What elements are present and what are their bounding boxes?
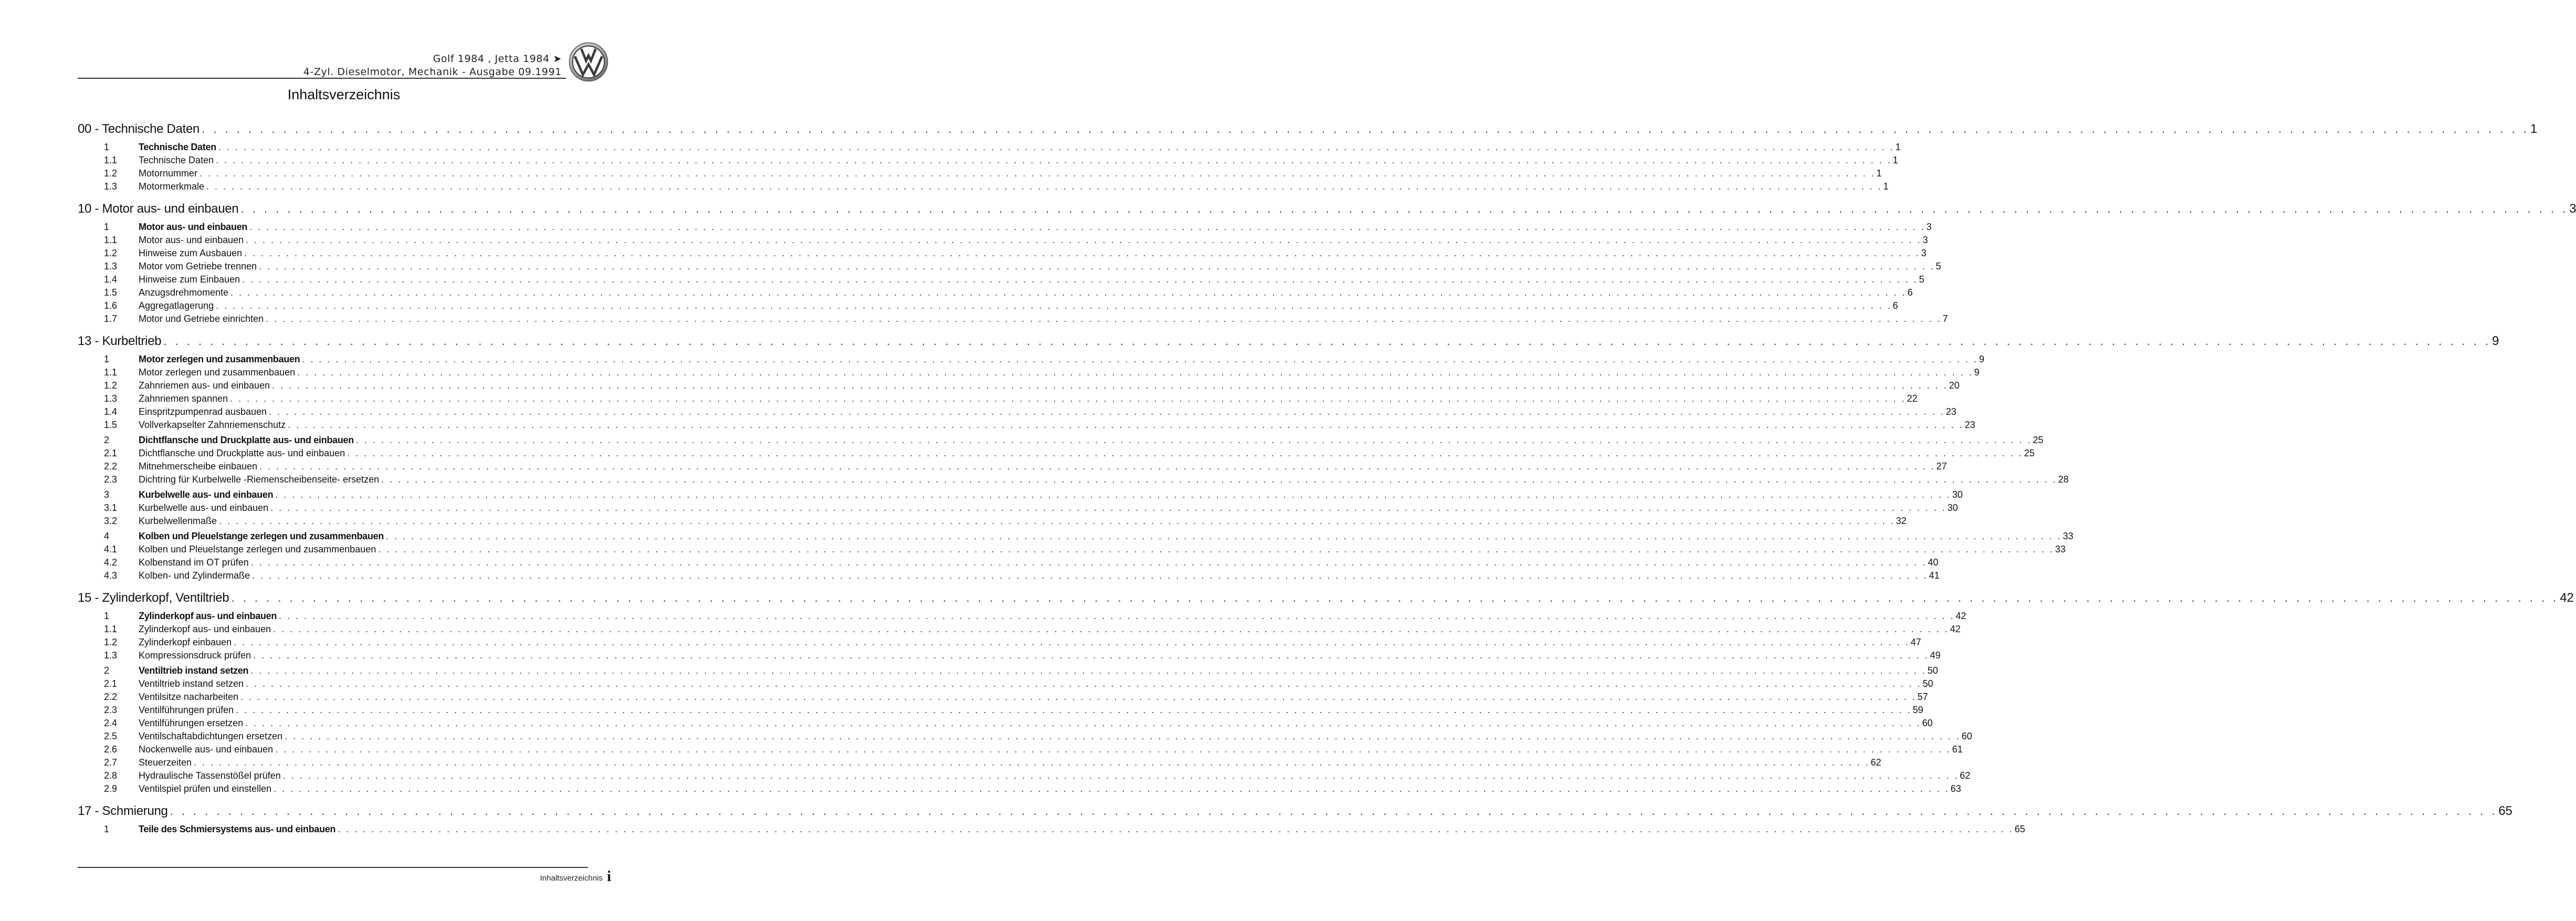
dot-leader: . . . . . . . . . . . . . . . . . . . . . . . . . . . . . . . . . . . . . . . . . . . . . . . . . . . . . . . . . . . . . . . . . . . . . . . . . . . . . . . . . . . . . . . . . . . . . . . . . . . . . . . . . . . . . . . . . . . . . . . . . . . . . . . . . . . . . . . . . . . . . . . . . . . . . . . . . . . . . . . . . . . . . . . . . . . . . . . . . . . . . . . . . . . . . . . . . . . . . . . . (230, 393, 1906, 404)
header-edition-line: 4-Zyl. Dieselmotor, Mechanik - Ausgabe 09.1991 (303, 66, 562, 78)
toc-entry-chapter[interactable] (78, 334, 2499, 352)
toc-entry-page: 30 (1947, 503, 1958, 513)
toc-entry-number: 2.3 (104, 705, 118, 715)
toc-entry-sub[interactable] (78, 155, 1898, 168)
toc-entry-number: 2 (104, 665, 110, 676)
page-title: Inhaltsverzeichnis (287, 87, 401, 102)
toc-entry-number: 1.3 (104, 393, 118, 404)
dot-leader: . . . . . . . . . . . . . . . . . . . . . . . . . . . . . . . . . . . . . . . . . . . . . . . . . . . . . . . . . . . . . . . . . . . . . . . . . . . . . . . . . . . . . . . . . . . . . . . . . . . . . . . . . . . . . . . . . . . . . . . . . . . . . . . . . . . . . . . . . . . . . . . . . . . . . . . . . . . . . . . . . . . . . . . . . . . . . . . . . . . . . . . . . . . . . . . . . . . . . . . . (338, 824, 2014, 834)
dot-leader: . . . . . . . . . . . . . . . . . . . . . . . . . . . . . . . . . . . . . . . . . . . . . . . . . . . . . . . . . . . . . . . . . . . . . . . . . . . . . . . . . . . . . . . . . . . . . . . . . . . . . . . . . . . . . . . . . . . . . . . . . . . . . . . . . . . . . . . . . . . . . . . . . . . . . . . . . . . . . . . . . . . . . . . . . . . . . . . . . . . . . . . . . . . . . . . . . . . . . . . . (297, 367, 1973, 378)
dot-leader: . . . . . . . . . . . . . . . . . . . . . . . . . . . . . . . . . . . . . . . . . . . . . . . . . . . . . . . . . . . . . . . . . . . . . . . . . . . . . . . . . . . . . . . . . . . . . . . . . . . . . . . . . . . . . . . . . . . . . . . . . . . . . . . . . . . . . . . . . . . . . . . . . . . . . . . . . . . . . . . . . . . . . . . . . . . . . . . . . . . . . . . . . . . . . . . . . . . . . . . . (219, 516, 1895, 526)
toc-entry-title: 13 - Kurbeltrieb (78, 334, 162, 348)
toc-entry-chapter[interactable] (78, 122, 2537, 140)
dot-leader: . . . . . . . . . . . . . . . . . . . . . . . . . . . . . . . . . . . . . . . . . . . . . . . . . . . . . . . . . . . . . . . . . . . . . . . . . . . . . . . . . . . . . . . . . . . . . . . . . . . . . . . . . . . . . . . . . . . . . . . . . . . . . . . . . . . . . . . . . . . . . . . . . . . . . . . . . . . . . . . . . . . . . . . . . . . . . . . . . . . . . . . . . . . . . . . . . . . . . . . . (250, 557, 1927, 568)
toc-entry-number: 2.2 (104, 461, 118, 472)
toc-entry-title: Dichtring für Kurbelwelle -Riemenscheibenseite- ersetzen (139, 474, 380, 485)
toc-entry-sub[interactable] (78, 757, 1881, 770)
toc-entry-sub[interactable] (78, 516, 1907, 529)
dot-leader: . . . . . . . . . . . . . . . . . . . . . . . . . . . . . . . . . . . . . . . . . . . . . . . . . . . . . . . . . . . . . . . . . . . . . . . . . . . . . . . . . . . . . . . . . . . . . . . . . . . . . . . . . . . . . . . . . . . . . . . . . . . . . . . . . . . . . . . . . . . . . . . . . . . . . . . . . . . . . . . . . . . . . . . . . . . . . . . . . . . . . . . . . . . . . . . . . . . . . . . . (347, 448, 2023, 458)
toc-entry-title: Zahnriemen aus- und einbauen (139, 380, 270, 391)
toc-entry-number: 2.7 (104, 757, 118, 768)
toc-entry-title: Kolbenstand im OT prüfen (139, 557, 249, 568)
header-model-line: Golf 1984 , Jetta 1984 ➤ (433, 53, 562, 65)
toc-entry-title: Vollverkapselter Zahnriemenschutz (139, 420, 286, 430)
dot-leader: . . . . . . . . . . . . . . . . . . . . . . . . . . . . . . . . . . . . . . . . . . . . . . . . . . . . . . . . . . . . . . . . . . . . . . . . . . . . . . . . . . . . . . . . . . . . . . . . . . . . . . . . . . . . . . . . . . . . . . . . . . . . . . . . . . . . . . . . . . . . . . . . . . . . . . . . . . . . . . . . . . . . . . . . . . . . . . . . . . . . . . . . . . . . . . . . . . . . . . . . (206, 181, 1883, 192)
toc-entry-title: Kurbelwelle aus- und einbauen (139, 489, 274, 500)
dot-leader: . . . . . . . . . . . . . . . . . . . . . . . . . . . . . . . . . . . . . . . . . . . . . . . . . . . . . . . . . . . . . . . . . . . . . . . . . . . . . . . . . . . . . . . . . . . . . . . . . . . . . . . . . . . . . . . . . . . . . . . . . . . . . . . . . . . . . . . . . . . . . . . . . . . . . . . . . . . . . . . . . . . . . . . . . . . . . . . . . . . . . . . . . . . . . . . . . . . . . . . . (170, 804, 2498, 818)
toc-entry-title: Kolben- und Zylindermaße (139, 570, 250, 581)
toc-entry-page: 42 (1955, 611, 1967, 621)
dot-leader: . . . . . . . . . . . . . . . . . . . . . . . . . . . . . . . . . . . . . . . . . . . . . . . . . . . . . . . . . . . . . . . . . . . . . . . . . . . . . . . . . . . . . . . . . . . . . . . . . . . . . . . . . . . . . . . . . . . . . . . . . . . . . . . . . . . . . . . . . . . . . . . . . . . . . . . . . . . . . . . . . . . . . . . . . . . . . . . . . . . . . . . . . . . . . . . . . . . . . . . . (216, 300, 1892, 311)
dot-leader: . . . . . . . . . . . . . . . . . . . . . . . . . . . . . . . . . . . . . . . . . . . . . . . . . . . . . . . . . . . . . . . . . . . . . . . . . . . . . . . . . . . . . . . . . . . . . . . . . . . . . . . . . . . . . . . . . . . . . . . . . . . . . . . . . . . . . . . . . . . . . . . . . . . . . . . . . . . . . . . . . . . . . . . . . . . . . . . . . . . . . . . . . . . . . . . . . . . . . . . . (240, 202, 2569, 215)
toc-entry-page: 63 (1950, 783, 1961, 794)
toc-entry-page: 40 (1928, 557, 1939, 568)
toc-entry-section[interactable] (78, 354, 1984, 367)
toc-entry-number: 1.3 (104, 261, 118, 271)
toc-entry-number: 2 (104, 435, 110, 445)
toc-entry-section[interactable] (78, 489, 1963, 503)
toc-entry-sub[interactable] (78, 313, 1948, 327)
toc-entry-sub[interactable] (78, 637, 1921, 650)
toc-entry-title: Ventilführungen ersetzen (139, 718, 244, 728)
toc-entry-title: Nockenwelle aus- und einbauen (139, 744, 274, 755)
toc-entry-page: 33 (2055, 544, 2066, 554)
dot-leader: . . . . . . . . . . . . . . . . . . . . . . . . . . . . . . . . . . . . . . . . . . . . . . . . . . . . . . . . . . . . . . . . . . . . . . . . . . . . . . . . . . . . . . . . . . . . . . . . . . . . . . . . . . . . . . . . . . . . . . . . . . . . . . . . . . . . . . . . . . . . . . . . . . . . . . . . . . . . . . . . . . . . . . . . . . . . . . . . . . . . . . . . . . . . . . . . . . . . . . . . (252, 570, 1928, 581)
toc-entry-page: 62 (1960, 770, 1971, 781)
dot-leader: . . . . . . . . . . . . . . . . . . . . . . . . . . . . . . . . . . . . . . . . . . . . . . . . . . . . . . . . . . . . . . . . . . . . . . . . . . . . . . . . . . . . . . . . . . . . . . . . . . . . . . . . . . . . . . . . . . . . . . . . . . . . . . . . . . . . . . . . . . . . . . . . . . . . . . . . . . . . . . . . . . . . . . . . . . . . . . . . . . . . . . . . . . . . . . . . . . . . . . . . (288, 420, 1964, 430)
toc-entry-page: 25 (2033, 435, 2044, 445)
toc-entry-sub[interactable] (78, 624, 1961, 637)
toc-entry-page: 28 (2058, 474, 2069, 485)
toc-entry-number: 2.1 (104, 448, 118, 458)
toc-entry-page: 49 (1930, 650, 1941, 661)
dot-leader: . . . . . . . . . . . . . . . . . . . . . . . . . . . . . . . . . . . . . . . . . . . . . . . . . . . . . . . . . . . . . . . . . . . . . . . . . . . . . . . . . . . . . . . . . . . . . . . . . . . . . . . . . . . . . . . . . . . . . . . . . . . . . . . . . . . . . . . . . . . . . . . . . . . . . . . . . . . . . . . . . . . . . . . . . . . . . . . . . . . . . . . . . . . . . . . . . . . . . . . . (274, 783, 1950, 794)
toc-entry-title: Motor aus- und einbauen (139, 222, 248, 232)
toc-entry-page: 23 (1964, 420, 1975, 430)
toc-entry-page: 9 (2492, 334, 2499, 348)
toc-entry-number: 1.1 (104, 155, 118, 165)
toc-entry-section[interactable] (78, 611, 1967, 624)
dot-leader: . . . . . . . . . . . . . . . . . . . . . . . . . . . . . . . . . . . . . . . . . . . . . . . . . . . . . . . . . . . . . . . . . . . . . . . . . . . . . . . . . . . . . . . . . . . . . . . . . . . . . . . . . . . . . . . . . . . . . . . . . . . . . . . . . . . . . . . . . . . . . . . . . . . . . . . . . . . . . . . . . . . . . . . . . . . . . . . . . . . . . . . . . . . . . . . . . . . . . . . . (272, 380, 1948, 391)
toc-entry-sub[interactable] (78, 274, 1925, 287)
dot-leader: . . . . . . . . . . . . . . . . . . . . . . . . . . . . . . . . . . . . . . . . . . . . . . . . . . . . . . . . . . . . . . . . . . . . . . . . . . . . . . . . . . . . . . . . . . . . . . . . . . . . . . . . . . . . . . . . . . . . . . . . . . . . . . . . . . . . . . . . . . . . . . . . . . . . . . . . . . . . . . . . . . . . . . . . . . . . . . . . . . . . . . . . . . . . . . . . . . . . . . . . (378, 544, 2054, 554)
toc-entry-title: Kurbelwelle aus- und einbauen (139, 503, 269, 513)
toc-entry-page: 9 (1979, 354, 1984, 364)
table-of-contents (78, 122, 2576, 837)
toc-entry-number: 1 (104, 222, 110, 232)
toc-entry-page: 5 (1919, 274, 1925, 285)
toc-entry-number: 2.4 (104, 718, 118, 728)
dot-leader: . . . . . . . . . . . . . . . . . . . . . . . . . . . . . . . . . . . . . . . . . . . . . . . . . . . . . . . . . . . . . . . . . . . . . . . . . . . . . . . . . . . . . . . . . . . . . . . . . . . . . . . . . . . . . . . . . . . . . . . . . . . . . . . . . . . . . . . . . . . . . . . . . . . . . . . . . . . . . . . . . . . . . . . . . . . . . . . . . . . . . . . . . . . . . . . . . . . . . . . . (218, 142, 1895, 152)
toc-entry-sub[interactable] (78, 783, 1961, 797)
toc-entry-section[interactable] (78, 435, 2044, 448)
toc-entry-title: Aggregatlagerung (139, 300, 214, 311)
dot-leader: . . . . . . . . . . . . . . . . . . . . . . . . . . . . . . . . . . . . . . . . . . . . . . . . . . . . . . . . . . . . . . . . . . . . . . . . . . . . . . . . . . . . . . . . . . . . . . . . . . . . . . . . . . . . . . . . . . . . . . . . . . . . . . . . . . . . . . . . . . . . . . . . . . . . . . . . . . . . . . . . . . . . . . . . . . . . . . . . . . . . . . . . . . . . . . . . . . . . . . . . (381, 474, 2057, 485)
toc-entry-sub[interactable] (78, 744, 1963, 757)
toc-entry-number: 1.1 (104, 624, 118, 634)
toc-entry-page: 60 (1922, 718, 1933, 728)
toc-entry-sub[interactable] (78, 300, 1898, 313)
toc-entry-sub[interactable] (78, 731, 1972, 744)
dot-leader: . . . . . . . . . . . . . . . . . . . . . . . . . . . . . . . . . . . . . . . . . . . . . . . . . . . . . . . . . . . . . . . . . . . . . . . . . . . . . . . . . . . . . . . . . . . . . . . . . . . . . . . . . . . . . . . . . . . . . . . . . . . . . . . . . . . . . . . . . . . . . . . . . . . . . . . . . . . . . . . . . . . . . . . . . . . . . . . . . . . . . . . . . . . . . . . . . . . . . . . . (246, 235, 1922, 245)
toc-entry-page: 61 (1952, 744, 1963, 755)
dot-leader: . . . . . . . . . . . . . . . . . . . . . . . . . . . . . . . . . . . . . . . . . . . . . . . . . . . . . . . . . . . . . . . . . . . . . . . . . . . . . . . . . . . . . . . . . . . . . . . . . . . . . . . . . . . . . . . . . . . . . . . . . . . . . . . . . . . . . . . . . . . . . . . . . . . . . . . . . . . . . . . . . . . . . . . . . . . . . . . . . . . . . . . . . . . . . . . . . . . . . . . . (302, 354, 1978, 364)
toc-entry-sub[interactable] (78, 420, 1975, 433)
toc-entry-page: 47 (1910, 637, 1921, 647)
dot-leader: . . . . . . . . . . . . . . . . . . . . . . . . . . . . . . . . . . . . . . . . . . . . . . . . . . . . . . . . . . . . . . . . . . . . . . . . . . . . . . . . . . . . . . . . . . . . . . . . . . . . . . . . . . . . . . . . . . . . . . . . . . . . . . . . . . . . . . . . . . . . . . . . . . . . . . . . . . . . . . . . . . . . . . . . . . . . . . . . . . . . . . . . . . . . . . . . . . . . . . . . (234, 637, 1910, 647)
toc-entry-title: Zylinderkopf aus- und einbauen (139, 611, 277, 621)
toc-entry-title: Hydraulische Tassenstößel prüfen (139, 770, 281, 781)
toc-entry-sub[interactable] (78, 287, 1913, 300)
toc-entry-sub[interactable] (78, 570, 1940, 583)
toc-entry-number: 1.2 (104, 168, 118, 179)
dot-leader: . . . . . . . . . . . . . . . . . . . . . . . . . . . . . . . . . . . . . . . . . . . . . . . . . . . . . . . . . . . . . . . . . . . . . . . . . . . . . . . . . . . . . . . . . . . . . . . . . . . . . . . . . . . . . . . . . . . . . . . . . . . . . . . . . . . . . . . . . . . . . . . . . . . . . . . . . . . . . . . . . . . . . . . . . . . . . . . . . . . . . . . . . . . . . . . . . . . . . . . . (246, 678, 1922, 689)
toc-entry-number: 2.8 (104, 770, 118, 781)
toc-entry-section[interactable] (78, 824, 2025, 837)
toc-entry-number: 1.3 (104, 650, 118, 661)
toc-entry-title: Zylinderkopf einbauen (139, 637, 232, 647)
toc-entry-section[interactable] (78, 142, 1901, 155)
dot-leader: . . . . . . . . . . . . . . . . . . . . . . . . . . . . . . . . . . . . . . . . . . . . . . . . . . . . . . . . . . . . . . . . . . . . . . . . . . . . . . . . . . . . . . . . . . . . . . . . . . . . . . . . . . . . . . . . . . . . . . . . . . . . . . . . . . . . . . . . . . . . . . . . . . . . . . . . . . . . . . . . . . . . . . . . . . . . . . . . . . . . . . . . . . . . . . . . . . . . . . . . (275, 489, 1951, 500)
toc-entry-title: Ventilspiel prüfen und einstellen (139, 783, 272, 794)
toc-entry-title: Zahnriemen spannen (139, 393, 228, 404)
dot-leader: . . . . . . . . . . . . . . . . . . . . . . . . . . . . . . . . . . . . . . . . . . . . . . . . . . . . . . . . . . . . . . . . . . . . . . . . . . . . . . . . . . . . . . . . . . . . . . . . . . . . . . . . . . . . . . . . . . . . . . . . . . . . . . . . . . . . . . . . . . . . . . . . . . . . . . . . . . . . . . . . . . . . . . . . . . . . . . . . . . . . . . . . . . . . . . . . . . . . . . . . (236, 705, 1912, 715)
dot-leader: . . . . . . . . . . . . . . . . . . . . . . . . . . . . . . . . . . . . . . . . . . . . . . . . . . . . . . . . . . . . . . . . . . . . . . . . . . . . . . . . . . . . . . . . . . . . . . . . . . . . . . . . . . . . . . . . . . . . . . . . . . . . . . . . . . . . . . . . . . . . . . . . . . . . . . . . . . . . . . . . . . . . . . . . . . . . . . . . . . . . . . . . . . . . . . . . . . . . . . . . (163, 334, 2491, 348)
toc-entry-page: 41 (1929, 570, 1940, 581)
toc-entry-number: 3.1 (104, 503, 118, 513)
toc-entry-number: 4.1 (104, 544, 118, 554)
toc-entry-number: 1.3 (104, 181, 118, 192)
toc-entry-number: 4.2 (104, 557, 118, 568)
toc-entry-page: 1 (1883, 181, 1889, 192)
toc-entry-title: Hinweise zum Ausbauen (139, 248, 243, 258)
toc-entry-chapter[interactable] (78, 202, 2576, 219)
toc-entry-number: 1.4 (104, 406, 118, 417)
dot-leader: . . . . . . . . . . . . . . . . . . . . . . . . . . . . . . . . . . . . . . . . . . . . . . . . . . . . . . . . . . . . . . . . . . . . . . . . . . . . . . . . . . . . . . . . . . . . . . . . . . . . . . . . . . . . . . . . . . . . . . . . . . . . . . . . . . . . . . . . . . . . . . . . . . . . . . . . . . . . . . . . . . . . . . . . . . . . . . . . . . . . . . . . . . . . . . . . . . . . . . . . (240, 692, 1917, 702)
dot-leader: . . . . . . . . . . . . . . . . . . . . . . . . . . . . . . . . . . . . . . . . . . . . . . . . . . . . . . . . . . . . . . . . . . . . . . . . . . . . . . . . . . . . . . . . . . . . . . . . . . . . . . . . . . . . . . . . . . . . . . . . . . . . . . . . . . . . . . . . . . . . . . . . . . . . . . . . . . . . . . . . . . . . . . . . . . . . . . . . . . . . . . . . . . . . . . . . . . . . . . . . (230, 287, 1907, 298)
dot-leader: . . . . . . . . . . . . . . . . . . . . . . . . . . . . . . . . . . . . . . . . . . . . . . . . . . . . . . . . . . . . . . . . . . . . . . . . . . . . . . . . . . . . . . . . . . . . . . . . . . . . . . . . . . . . . . . . . . . . . . . . . . . . . . . . . . . . . . . . . . . . . . . . . . . . . . . . . . . . . . . . . . . . . . . . . . . . . . . . . . . . . . . . . . . . . . . . . . . . . . . . (279, 611, 1955, 621)
toc-entry-title: Dichtflansche und Druckplatte aus- und einbauen (139, 435, 354, 445)
toc-entry-number: 1.6 (104, 300, 118, 311)
toc-entry-number: 1 (104, 824, 110, 834)
footer-page-number: i (607, 868, 611, 885)
footer-label: Inhaltsverzeichnis (540, 874, 603, 883)
toc-entry-page: 1 (1892, 155, 1898, 165)
toc-entry-number: 1.2 (104, 248, 118, 258)
toc-entry-title: Motor und Getriebe einrichten (139, 313, 264, 324)
dot-leader: . . . . . . . . . . . . . . . . . . . . . . . . . . . . . . . . . . . . . . . . . . . . . . . . . . . . . . . . . . . . . . . . . . . . . . . . . . . . . . . . . . . . . . . . . . . . . . . . . . . . . . . . . . . . . . . . . . . . . . . . . . . . . . . . . . . . . . . . . . . . . . . . . . . . . . . . . . . . . . . . . . . . . . . . . . . . . . . . . . . . . . . . . . . . . . . . . . . . . . . . (202, 122, 2529, 135)
toc-entry-number: 1.4 (104, 274, 118, 285)
toc-entry-number: 1.2 (104, 637, 118, 647)
toc-entry-page: 62 (1870, 757, 1881, 768)
dot-leader: . . . . . . . . . . . . . . . . . . . . . . . . . . . . . . . . . . . . . . . . . . . . . . . . . . . . . . . . . . . . . . . . . . . . . . . . . . . . . . . . . . . . . . . . . . . . . . . . . . . . . . . . . . . . . . . . . . . . . . . . . . . . . . . . . . . . . . . . . . . . . . . . . . . . . . . . . . . . . . . . . . . . . . . . . . . . . . . . . . . . . . . . . . . . . . . . . . . . . . . . (269, 406, 1945, 417)
toc-entry-page: 27 (1936, 461, 1947, 472)
toc-entry-title: 10 - Motor aus- und einbauen (78, 202, 239, 216)
toc-entry-title: Motor aus- und einbauen (139, 235, 244, 245)
toc-entry-chapter[interactable] (78, 591, 2574, 609)
dot-leader: . . . . . . . . . . . . . . . . . . . . . . . . . . . . . . . . . . . . . . . . . . . . . . . . . . . . . . . . . . . . . . . . . . . . . . . . . . . . . . . . . . . . . . . . . . . . . . . . . . . . . . . . . . . . . . . . . . . . . . . . . . . . . . . . . . . . . . . . . . . . . . . . . . . . . . . . . . . . . . . . . . . . . . . . . . . . . . . . . . . . . . . . . . . . . . . . . . . . . . . . (216, 155, 1892, 165)
toc-entry-number: 1.7 (104, 313, 118, 324)
toc-entry-title: Ventilschaftabdichtungen ersetzen (139, 731, 283, 741)
header-rule (78, 78, 566, 79)
dot-leader: . . . . . . . . . . . . . . . . . . . . . . . . . . . . . . . . . . . . . . . . . . . . . . . . . . . . . . . . . . . . . . . . . . . . . . . . . . . . . . . . . . . . . . . . . . . . . . . . . . . . . . . . . . . . . . . . . . . . . . . . . . . . . . . . . . . . . . . . . . . . . . . . . . . . . . . . . . . . . . . . . . . . . . . . . . . . . . . . . . . . . . . . . . . . . . . . . . . . . . . . (273, 624, 1949, 634)
toc-entry-title: Einspritzpumpenrad ausbauen (139, 406, 267, 417)
toc-entry-title: Hinweise zum Einbauen (139, 274, 240, 285)
toc-entry-number: 1.5 (104, 420, 118, 430)
toc-entry-page: 1 (1895, 142, 1901, 152)
toc-entry-sub[interactable] (78, 678, 1933, 692)
toc-entry-sub[interactable] (78, 474, 2069, 487)
toc-entry-page: 33 (2063, 531, 2074, 541)
toc-entry-page: 6 (1907, 287, 1913, 298)
toc-entry-sub[interactable] (78, 557, 1939, 570)
toc-entry-title: Motor vom Getriebe trennen (139, 261, 257, 271)
toc-entry-title: 00 - Technische Daten (78, 122, 200, 136)
toc-entry-page: 1 (1876, 168, 1882, 179)
toc-entry-page: 50 (1927, 665, 1938, 676)
toc-entry-page: 65 (2498, 804, 2512, 818)
toc-entry-number: 4.3 (104, 570, 118, 581)
toc-entry-title: Motor zerlegen und zusammenbauen (139, 354, 300, 364)
toc-entry-title: 15 - Zylinderkopf, Ventiltrieb (78, 591, 229, 605)
toc-entry-title: Kolben und Pleuelstange zerlegen und zusammenbauen (139, 544, 376, 554)
toc-entry-page: 5 (1936, 261, 1941, 271)
toc-entry-number: 1 (104, 354, 110, 364)
toc-entry-number: 1.5 (104, 287, 118, 298)
toc-entry-page: 22 (1907, 393, 1918, 404)
toc-entry-sub[interactable] (78, 692, 1928, 705)
toc-entry-number: 1.1 (104, 235, 118, 245)
toc-entry-number: 1 (104, 611, 110, 621)
toc-entry-sub[interactable] (78, 448, 2035, 461)
toc-entry-sub[interactable] (78, 168, 1882, 181)
toc-entry-title: 17 - Schmierung (78, 804, 168, 818)
toc-entry-title: Ventiltrieb instand setzen (139, 665, 249, 676)
toc-entry-section[interactable] (78, 665, 1938, 678)
toc-entry-number: 2.5 (104, 731, 118, 741)
dot-leader: . . . . . . . . . . . . . . . . . . . . . . . . . . . . . . . . . . . . . . . . . . . . . . . . . . . . . . . . . . . . . . . . . . . . . . . . . . . . . . . . . . . . . . . . . . . . . . . . . . . . . . . . . . . . . . . . . . . . . . . . . . . . . . . . . . . . . . . . . . . . . . . . . . . . . . . . . . . . . . . . . . . . . . . . . . . . . . . . . . . . . . . . . . . . . . . . . . . . . . . . (282, 770, 1959, 781)
dot-leader: . . . . . . . . . . . . . . . . . . . . . . . . . . . . . . . . . . . . . . . . . . . . . . . . . . . . . . . . . . . . . . . . . . . . . . . . . . . . . . . . . . . . . . . . . . . . . . . . . . . . . . . . . . . . . . . . . . . . . . . . . . . . . . . . . . . . . . . . . . . . . . . . . . . . . . . . . . . . . . . . . . . . . . . . . . . . . . . . . . . . . . . . . . . . . . . . . . . . . . . . (231, 591, 2559, 604)
toc-entry-page: 3 (1926, 222, 1932, 232)
toc-entry-title: Teile des Schmiersystems aus- und einbauen (139, 824, 336, 834)
dot-leader: . . . . . . . . . . . . . . . . . . . . . . . . . . . . . . . . . . . . . . . . . . . . . . . . . . . . . . . . . . . . . . . . . . . . . . . . . . . . . . . . . . . . . . . . . . . . . . . . . . . . . . . . . . . . . . . . . . . . . . . . . . . . . . . . . . . . . . . . . . . . . . . . . . . . . . . . . . . . . . . . . . . . . . . . . . . . . . . . . . . . . . . . . . . . . . . . . . . . . . . . (259, 261, 1935, 271)
toc-entry-chapter[interactable] (78, 804, 2512, 822)
toc-entry-title: Anzugsdrehmomente (139, 287, 229, 298)
toc-entry-page: 23 (1946, 406, 1957, 417)
toc-entry-title: Motornummer (139, 168, 198, 179)
toc-entry-number: 2.3 (104, 474, 118, 485)
toc-entry-title: Kompressionsdruck prüfen (139, 650, 251, 661)
toc-entry-title: Technische Daten (139, 155, 214, 165)
toc-entry-section[interactable] (78, 531, 2074, 544)
dot-leader: . . . . . . . . . . . . . . . . . . . . . . . . . . . . . . . . . . . . . . . . . . . . . . . . . . . . . . . . . . . . . . . . . . . . . . . . . . . . . . . . . . . . . . . . . . . . . . . . . . . . . . . . . . . . . . . . . . . . . . . . . . . . . . . . . . . . . . . . . . . . . . . . . . . . . . . . . . . . . . . . . . . . . . . . . . . . . . . . . . . . . . . . . . . . . . . . . . . . . . . . (244, 248, 1920, 258)
toc-entry-sub[interactable] (78, 380, 1960, 393)
toc-entry-title: Dichtflansche und Druckplatte aus- und einbauen (139, 448, 345, 458)
toc-entry-page: 60 (1961, 731, 1972, 741)
dot-leader: . . . . . . . . . . . . . . . . . . . . . . . . . . . . . . . . . . . . . . . . . . . . . . . . . . . . . . . . . . . . . . . . . . . . . . . . . . . . . . . . . . . . . . . . . . . . . . . . . . . . . . . . . . . . . . . . . . . . . . . . . . . . . . . . . . . . . . . . . . . . . . . . . . . . . . . . . . . . . . . . . . . . . . . . . . . . . . . . . . . . . . . . . . . . . . . . . . . . . . . . (270, 503, 1947, 513)
dot-leader: . . . . . . . . . . . . . . . . . . . . . . . . . . . . . . . . . . . . . . . . . . . . . . . . . . . . . . . . . . . . . . . . . . . . . . . . . . . . . . . . . . . . . . . . . . . . . . . . . . . . . . . . . . . . . . . . . . . . . . . . . . . . . . . . . . . . . . . . . . . . . . . . . . . . . . . . . . . . . . . . . . . . . . . . . . . . . . . . . . . . . . . . . . . . . . . . . . . . . . . . (250, 665, 1927, 676)
toc-entry-number: 1.1 (104, 367, 118, 378)
toc-entry-title: Technische Daten (139, 142, 216, 152)
toc-entry-title: Steuerzeiten (139, 757, 192, 768)
toc-entry-title: Ventilführungen prüfen (139, 705, 234, 715)
toc-entry-title: Motor zerlegen und zusammenbauen (139, 367, 296, 378)
dot-leader: . . . . . . . . . . . . . . . . . . . . . . . . . . . . . . . . . . . . . . . . . . . . . . . . . . . . . . . . . . . . . . . . . . . . . . . . . . . . . . . . . . . . . . . . . . . . . . . . . . . . . . . . . . . . . . . . . . . . . . . . . . . . . . . . . . . . . . . . . . . . . . . . . . . . . . . . . . . . . . . . . . . . . . . . . . . . . . . . . . . . . . . . . . . . . . . . . . . . . . . . (199, 168, 1876, 179)
toc-entry-page: 3 (2569, 202, 2576, 216)
toc-entry-page: 50 (1922, 678, 1933, 689)
dot-leader: . . . . . . . . . . . . . . . . . . . . . . . . . . . . . . . . . . . . . . . . . . . . . . . . . . . . . . . . . . . . . . . . . . . . . . . . . . . . . . . . . . . . . . . . . . . . . . . . . . . . . . . . . . . . . . . . . . . . . . . . . . . . . . . . . . . . . . . . . . . . . . . . . . . . . . . . . . . . . . . . . . . . . . . . . . . . . . . . . . . . . . . . . . . . . . . . . . . . . . . . (253, 650, 1929, 661)
dot-leader: . . . . . . . . . . . . . . . . . . . . . . . . . . . . . . . . . . . . . . . . . . . . . . . . . . . . . . . . . . . . . . . . . . . . . . . . . . . . . . . . . . . . . . . . . . . . . . . . . . . . . . . . . . . . . . . . . . . . . . . . . . . . . . . . . . . . . . . . . . . . . . . . . . . . . . . . . . . . . . . . . . . . . . . . . . . . . . . . . . . . . . . . . . . . . . . . . . . . . . . . (245, 718, 1921, 728)
toc-entry-title: Ventiltrieb instand setzen (139, 678, 244, 689)
dot-leader: . . . . . . . . . . . . . . . . . . . . . . . . . . . . . . . . . . . . . . . . . . . . . . . . . . . . . . . . . . . . . . . . . . . . . . . . . . . . . . . . . . . . . . . . . . . . . . . . . . . . . . . . . . . . . . . . . . . . . . . . . . . . . . . . . . . . . . . . . . . . . . . . . . . . . . . . . . . . . . . . . . . . . . . . . . . . . . . . . . . . . . . . . . . . . . . . . . . . . . . . (285, 731, 1961, 741)
toc-entry-sub[interactable] (78, 461, 1947, 474)
toc-entry-title: Motormerkmale (139, 181, 205, 192)
toc-entry-sub[interactable] (78, 770, 1971, 783)
dot-leader: . . . . . . . . . . . . . . . . . . . . . . . . . . . . . . . . . . . . . . . . . . . . . . . . . . . . . . . . . . . . . . . . . . . . . . . . . . . . . . . . . . . . . . . . . . . . . . . . . . . . . . . . . . . . . . . . . . . . . . . . . . . . . . . . . . . . . . . . . . . . . . . . . . . . . . . . . . . . . . . . . . . . . . . . . . . . . . . . . . . . . . . . . . . . . . . . . . . . . . . . (266, 313, 1942, 324)
dot-leader: . . . . . . . . . . . . . . . . . . . . . . . . . . . . . . . . . . . . . . . . . . . . . . . . . . . . . . . . . . . . . . . . . . . . . . . . . . . . . . . . . . . . . . . . . . . . . . . . . . . . . . . . . . . . . . . . . . . . . . . . . . . . . . . . . . . . . . . . . . . . . . . . . . . . . . . . . . . . . . . . . . . . . . . . . . . . . . . . . . . . . . . . . . . . . . . . . . . . . . . . (259, 461, 1936, 472)
toc-entry-sub[interactable] (78, 248, 1927, 261)
dot-leader: . . . . . . . . . . . . . . . . . . . . . . . . . . . . . . . . . . . . . . . . . . . . . . . . . . . . . . . . . . . . . . . . . . . . . . . . . . . . . . . . . . . . . . . . . . . . . . . . . . . . . . . . . . . . . . . . . . . . . . . . . . . . . . . . . . . . . . . . . . . . . . . . . . . . . . . . . . . . . . . . . . . . . . . . . . . . . . . . . . . . . . . . . . . . . . . . . . . . . . . . (355, 435, 2032, 445)
toc-entry-page: 59 (1912, 705, 1923, 715)
toc-entry-page: 20 (1949, 380, 1960, 391)
dot-leader: . . . . . . . . . . . . . . . . . . . . . . . . . . . . . . . . . . . . . . . . . . . . . . . . . . . . . . . . . . . . . . . . . . . . . . . . . . . . . . . . . . . . . . . . . . . . . . . . . . . . . . . . . . . . . . . . . . . . . . . . . . . . . . . . . . . . . . . . . . . . . . . . . . . . . . . . . . . . . . . . . . . . . . . . . . . . . . . . . . . . . . . . . . . . . . . . . . . . . . . . (386, 531, 2062, 541)
toc-entry-number: 4 (104, 531, 110, 541)
toc-entry-number: 2.9 (104, 783, 118, 794)
toc-entry-sub[interactable] (78, 406, 1957, 420)
toc-entry-sub[interactable] (78, 544, 2066, 557)
toc-entry-sub[interactable] (78, 705, 1923, 718)
toc-entry-sub[interactable] (78, 261, 1941, 274)
toc-entry-sub[interactable] (78, 367, 1980, 380)
toc-entry-number: 1 (104, 142, 110, 152)
toc-entry-page: 7 (1942, 313, 1948, 324)
toc-entry-sub[interactable] (78, 718, 1933, 731)
toc-entry-page: 42 (2560, 591, 2574, 605)
dot-leader: . . . . . . . . . . . . . . . . . . . . . . . . . . . . . . . . . . . . . . . . . . . . . . . . . . . . . . . . . . . . . . . . . . . . . . . . . . . . . . . . . . . . . . . . . . . . . . . . . . . . . . . . . . . . . . . . . . . . . . . . . . . . . . . . . . . . . . . . . . . . . . . . . . . . . . . . . . . . . . . . . . . . . . . . . . . . . . . . . . . . . . . . . . . . . . . . . . . . . . . . (275, 744, 1951, 755)
toc-entry-sub[interactable] (78, 650, 1941, 663)
vw-logo-icon (569, 42, 608, 82)
dot-leader: . . . . . . . . . . . . . . . . . . . . . . . . . . . . . . . . . . . . . . . . . . . . . . . . . . . . . . . . . . . . . . . . . . . . . . . . . . . . . . . . . . . . . . . . . . . . . . . . . . . . . . . . . . . . . . . . . . . . . . . . . . . . . . . . . . . . . . . . . . . . . . . . . . . . . . . . . . . . . . . . . . . . . . . . . . . . . . . . . . . . . . . . . . . . . . . . . . . . . . . . (249, 222, 1926, 232)
toc-entry-page: 30 (1952, 489, 1963, 500)
toc-entry-sub[interactable] (78, 181, 1889, 194)
toc-entry-page: 25 (2024, 448, 2035, 458)
toc-entry-page: 3 (1921, 248, 1927, 258)
toc-entry-sub[interactable] (78, 393, 1918, 406)
toc-entry-page: 57 (1917, 692, 1928, 702)
toc-entry-number: 1.2 (104, 380, 118, 391)
toc-entry-sub[interactable] (78, 235, 1928, 248)
toc-entry-section[interactable] (78, 222, 1932, 235)
toc-entry-title: Kolben und Pleuelstange zerlegen und zusammenbauen (139, 531, 384, 541)
toc-entry-title: Mitnehmerscheibe einbauen (139, 461, 258, 472)
toc-entry-title: Zylinderkopf aus- und einbauen (139, 624, 271, 634)
toc-entry-page: 32 (1896, 516, 1907, 526)
toc-entry-page: 9 (1974, 367, 1980, 378)
dot-leader: . . . . . . . . . . . . . . . . . . . . . . . . . . . . . . . . . . . . . . . . . . . . . . . . . . . . . . . . . . . . . . . . . . . . . . . . . . . . . . . . . . . . . . . . . . . . . . . . . . . . . . . . . . . . . . . . . . . . . . . . . . . . . . . . . . . . . . . . . . . . . . . . . . . . . . . . . . . . . . . . . . . . . . . . . . . . . . . . . . . . . . . . . . . . . . . . . . . . . . . . (242, 274, 1918, 285)
toc-entry-sub[interactable] (78, 503, 1958, 516)
toc-entry-number: 3 (104, 489, 110, 500)
toc-entry-page: 65 (2014, 824, 2025, 834)
toc-entry-title: Ventilsitze nacharbeiten (139, 692, 239, 702)
dot-leader: . . . . . . . . . . . . . . . . . . . . . . . . . . . . . . . . . . . . . . . . . . . . . . . . . . . . . . . . . . . . . . . . . . . . . . . . . . . . . . . . . . . . . . . . . . . . . . . . . . . . . . . . . . . . . . . . . . . . . . . . . . . . . . . . . . . . . . . . . . . . . . . . . . . . . . . . . . . . . . . . . . . . . . . . . . . . . . . . . . . . . . . . . . . . . . . . . . . . . . . . (194, 757, 1870, 768)
toc-entry-page: 42 (1950, 624, 1961, 634)
toc-entry-number: 2.6 (104, 744, 118, 755)
toc-entry-page: 6 (1892, 300, 1898, 311)
footer-rule (78, 867, 588, 868)
toc-entry-number: 2.2 (104, 692, 118, 702)
toc-entry-page: 1 (2530, 122, 2537, 136)
toc-entry-number: 3.2 (104, 516, 118, 526)
toc-entry-title: Kurbelwellenmaße (139, 516, 217, 526)
toc-entry-number: 2.1 (104, 678, 118, 689)
toc-entry-page: 3 (1922, 235, 1928, 245)
